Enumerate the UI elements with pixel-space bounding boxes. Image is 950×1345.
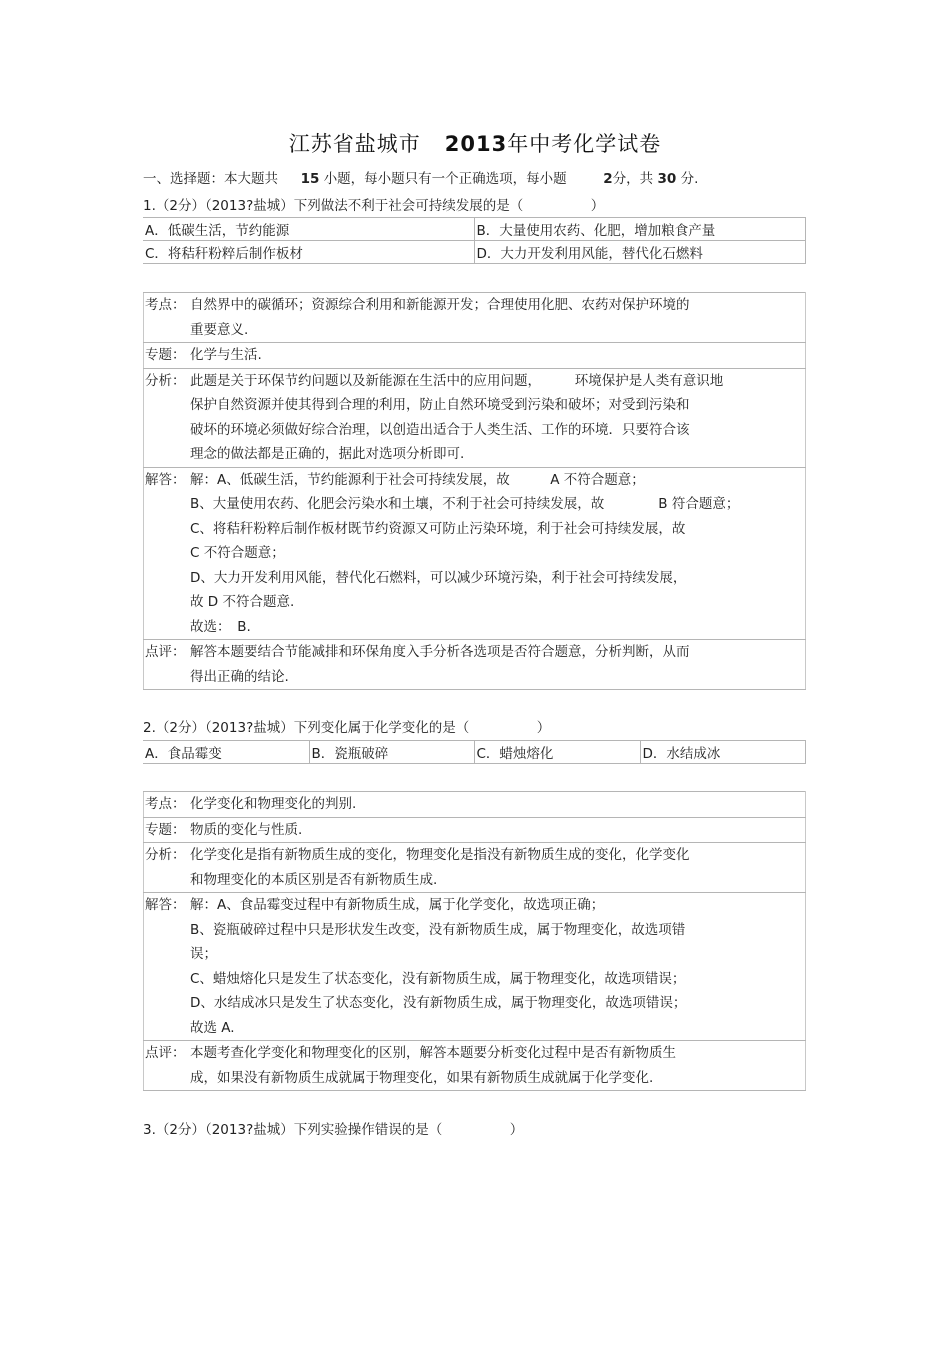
analysis-row-kaodian — [144, 792, 806, 818]
title-part-1: 江苏省盐城市 — [288, 132, 421, 156]
analysis-label: 解答： — [144, 893, 190, 1041]
option-c: C．蜡烛熔化 — [474, 741, 640, 764]
analysis-line: B、瓷瓶破碎过程中只是形状发生改变，没有新物质生成，属于物理变化，故选项错 — [190, 921, 686, 938]
analysis-label: 解答： — [144, 467, 190, 640]
option-b: B．瓷瓶破碎 — [309, 741, 474, 764]
analysis-row-kaodian — [144, 293, 806, 343]
analysis-line: C 不符合题意； — [190, 545, 285, 561]
analysis-line: 自然界中的碳循环；资源综合利用和新能源开发；合理使用化肥、农药对保护环境的 — [190, 297, 690, 313]
analysis-label: 点评： — [144, 640, 190, 690]
analysis-text — [189, 343, 806, 369]
analysis-text — [189, 843, 806, 893]
analysis-text — [189, 640, 806, 690]
analysis-line: D、水结成冰只是发生了状态变化，没有新物质生成，属于物理变化，故选项错误； — [190, 995, 687, 1011]
analysis-row-dianping — [144, 640, 806, 690]
analysis-line: 故选： B. — [190, 618, 251, 635]
option-c: C．将秸秆粉粹后制作板材 — [143, 241, 474, 264]
question-1-stem: 1.（2分）（2013?盐城）下列做法不利于社会可持续发展的是（ ） — [143, 198, 605, 214]
analysis-line: 解：A、食品霉变过程中有新物质生成，属于化学变化，故选项正确； — [190, 897, 605, 913]
analysis-text — [189, 792, 806, 818]
analysis-row-zhuanti — [144, 343, 806, 369]
option-d: D．水结成冰 — [640, 741, 805, 764]
analysis-row-fenxi — [144, 368, 806, 467]
section-mid2: 分，共 — [612, 171, 654, 187]
option-b: B．大量使用农药、化肥，增加粮食产量 — [474, 218, 805, 241]
analysis-line: 理念的做法都是正确的，据此对选项分析即可. — [190, 446, 465, 462]
section-suffix: 分. — [680, 171, 699, 187]
analysis-row-jieda — [144, 467, 806, 640]
analysis-line: 物质的变化与性质. — [190, 821, 303, 838]
section-total: 30 — [657, 171, 677, 187]
section-mid: 小题，每小题只有一个正确选项，每小题 — [323, 171, 567, 187]
analysis-label: 专题： — [144, 817, 190, 843]
analysis-line: 成，如果没有新物质生成就属于物理变化，如果有新物质生成就属于化学变化. — [190, 1069, 654, 1086]
title-year: 2013 — [444, 132, 508, 156]
analysis-line: C、将秸秆粉粹后制作板材既节约资源又可防止污染环境，利于社会可持续发展，故 — [190, 520, 686, 537]
analysis-line: 此题是关于环保节约问题以及新能源在生活中的应用问题， 环境保护是人类有意识地 — [190, 372, 724, 389]
analysis-line: 故选 A. — [190, 1019, 235, 1036]
page-title — [0, 128, 950, 158]
analysis-line: 保护自然资源并使其得到合理的利用，防止自然环境受到污染和破坏；对受到污染和 — [190, 397, 690, 413]
analysis-label: 点评： — [144, 1041, 190, 1091]
analysis-text — [189, 467, 806, 640]
option-d: D．大力开发利用风能，替代化石燃料 — [474, 241, 805, 264]
section-score: 2 — [603, 171, 613, 187]
analysis-text — [189, 893, 806, 1041]
analysis-text — [189, 368, 806, 467]
analysis-line: D、大力开发利用风能，替代化石燃料，可以减少环境污染，利于社会可持续发展， — [190, 569, 687, 586]
analysis-line: 化学变化和物理变化的判别. — [190, 796, 357, 812]
analysis-line: 化学变化是指有新物质生成的变化，物理变化是指没有新物质生成的变化，化学变化 — [190, 847, 690, 863]
analysis-line: 解答本题要结合节能减排和环保角度入手分析各选项是否符合题意，分析判断，从而 — [190, 644, 690, 660]
analysis-line: B、大量使用农药、化肥会污染水和土壤，不利于社会可持续发展，故 B 符合题意； — [190, 496, 740, 512]
analysis-line: 重要意义. — [190, 321, 249, 338]
analysis-line: 本题考查化学变化和物理变化的区别，解答本题要分析变化过程中是否有新物质生 — [190, 1045, 676, 1061]
title-part-2: 年中考化学试卷 — [507, 132, 662, 156]
analysis-text — [189, 1041, 806, 1091]
analysis-text — [189, 817, 806, 843]
section-prefix: 一、选择题：本大题共 — [143, 171, 278, 187]
analysis-label: 考点： — [144, 792, 190, 818]
analysis-line: 破坏的环境必须做好综合治理，以创造出适合于人类生活、工作的环境．只要符合该 — [190, 421, 690, 438]
question-1-analysis — [143, 292, 806, 690]
analysis-text — [189, 293, 806, 343]
analysis-row-jieda — [144, 893, 806, 1041]
analysis-row-fenxi — [144, 843, 806, 893]
analysis-line: 化学与生活. — [190, 347, 262, 363]
analysis-line: 和物理变化的本质区别是否有新物质生成. — [190, 871, 438, 888]
question-2-stem: 2.（2分）（2013?盐城）下列变化属于化学变化的是（ ） — [143, 720, 551, 736]
analysis-label: 专题： — [144, 343, 190, 369]
analysis-line: 解：A、低碳生活，节约能源利于社会可持续发展，故 A 不符合题意； — [190, 471, 645, 488]
analysis-label: 分析： — [144, 368, 190, 467]
section-heading — [143, 170, 698, 188]
analysis-row-zhuanti — [144, 817, 806, 843]
section-count: 15 — [300, 171, 320, 187]
option-a: A．食品霉变 — [143, 741, 309, 764]
question-3-stem: 3.（2分）（2013?盐城）下列实验操作错误的是（ ） — [143, 1122, 524, 1138]
analysis-line: 得出正确的结论. — [190, 668, 289, 685]
analysis-row-dianping — [144, 1041, 806, 1091]
question-2-analysis — [143, 791, 806, 1091]
analysis-label: 考点： — [144, 293, 190, 343]
option-a: A．低碳生活，节约能源 — [143, 218, 474, 241]
question-2-options — [143, 740, 806, 764]
analysis-label: 分析： — [144, 843, 190, 893]
question-1-options — [143, 217, 806, 264]
analysis-line: 误； — [190, 946, 217, 962]
analysis-line: C、蜡烛熔化只是发生了状态变化，没有新物质生成，属于物理变化，故选项错误； — [190, 970, 686, 987]
analysis-line: 故 D 不符合题意. — [190, 594, 295, 610]
